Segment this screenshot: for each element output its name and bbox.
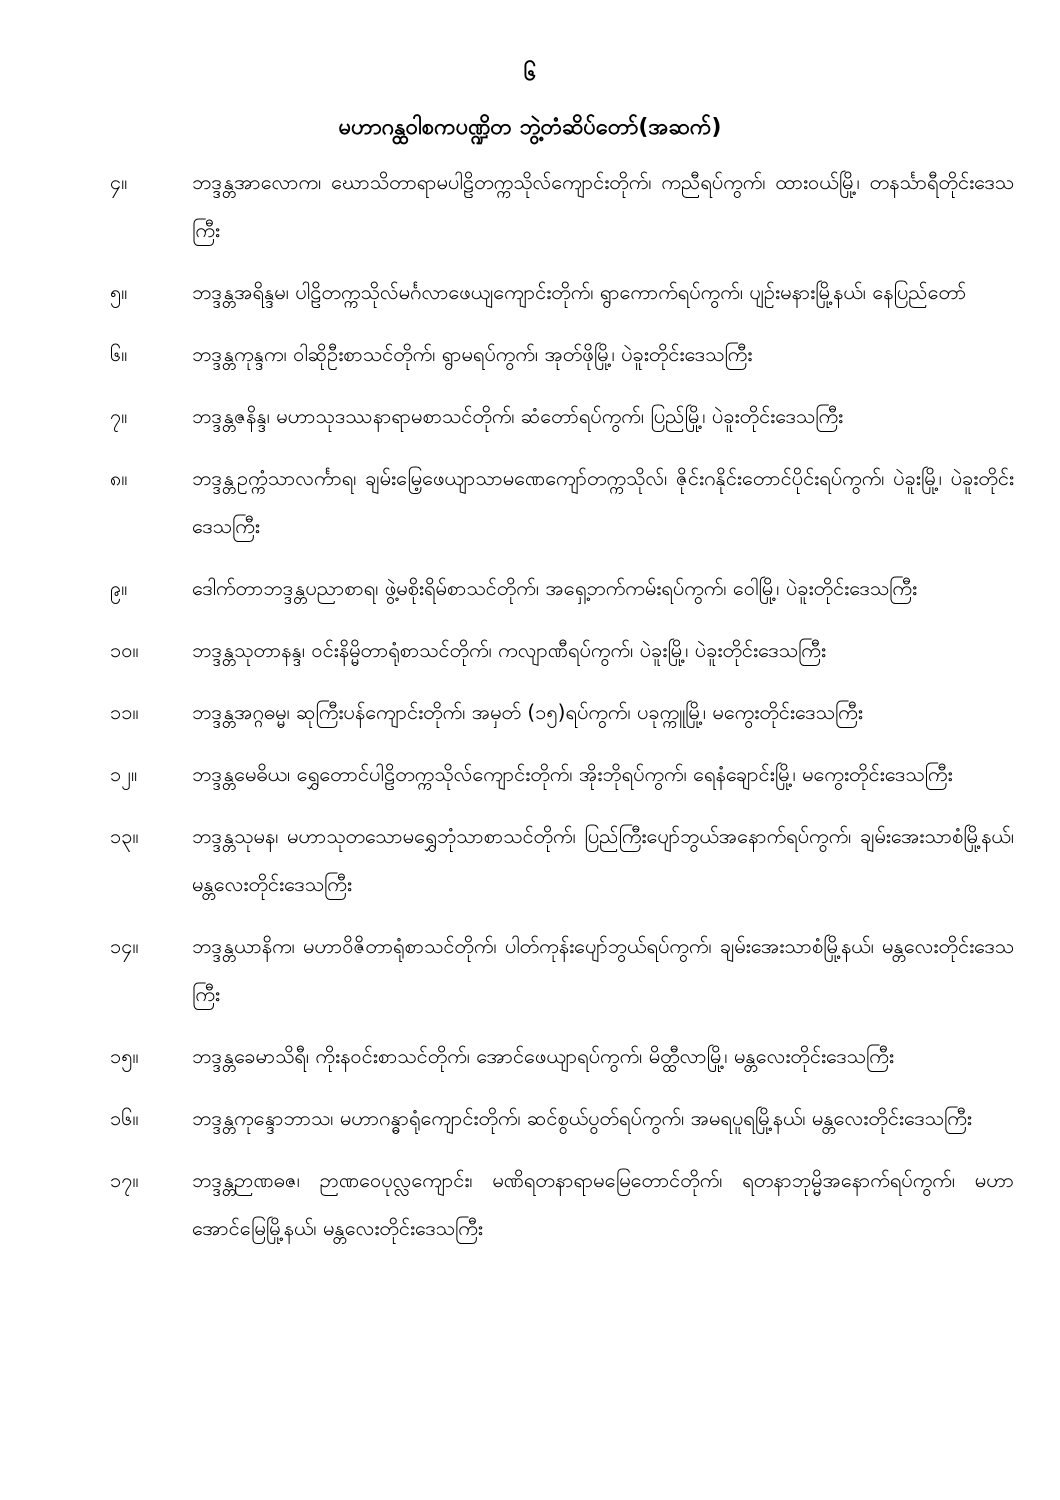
item-number: ၅။ bbox=[110, 280, 128, 304]
item-text: ဘဒ္ဒန္တသုတာနန္ဒ၊ ဝင်းနိမ္မိတာရုံစာသင်တိုက်၊ ကလျာဏီရပ်ကွက်၊ ပဲခူးမြို့၊ ပဲခူးတိုင်းဒေသကြီး bbox=[192, 638, 826, 662]
item-text: ဘဒ္ဒန္တအဂ္ဂဓမ္မ၊ ဆုကြီးပန်ကျောင်းတိုက်၊ အမှတ် (၁၅)ရပ်ကွက်၊ ပခုက္ကူမြို့၊ မကွေးတိုင်းဒေသကြီး bbox=[192, 700, 863, 724]
item-text: ဘဒ္ဒန္တဉာဏဓဇ၊ ဉာဏဝေပုလ္လကျောင်း၊ မဏိရတနာရာမမြေတောင်တိုက်၊ ရတနာဘုမ္မိအနောက်ရပ်ကွက်၊ မဟာအောင်မြေမြို့နယ်၊ မန္တလေးတိုင်းဒေသကြီး bbox=[192, 1168, 1014, 1240]
list-item bbox=[110, 1032, 1014, 1080]
item-text: ဘဒ္ဒန္တအာလောက၊ ဃောသိတာရာမပါဠိတက္ကသိုလ်ကျောင်းတိုက်၊ ကညီရပ်ကွက်၊ ထားဝယ်မြို့၊ တနင်္သာရီတိုင်းဒေသကြီး bbox=[192, 170, 1014, 242]
item-text: ဒေါက်တာဘဒ္ဒန္တပညာစာရ၊ ဖွဲ့မစိုးရိမ်စာသင်တိုက်၊ အရှေ့ဘက်ကမ်းရပ်ကွက်၊ ဝေါမြို့၊ ပဲခူးတိုင်းဒေသကြီး bbox=[192, 576, 918, 600]
item-number: ၁၄။ bbox=[110, 934, 139, 958]
list-item bbox=[110, 268, 1014, 316]
list-item bbox=[110, 626, 1014, 674]
page-number: ၆ bbox=[523, 61, 537, 86]
item-number: ၆။ bbox=[110, 342, 128, 366]
list-item bbox=[110, 158, 1014, 254]
item-text: ဘဒ္ဒန္တမေဓိယ၊ ရွှေတောင်ပါဠိတက္ကသိုလ်ကျောင်းတိုက်၊ အိုးဘိုရပ်ကွက်၊ ရေနံချောင်းမြို့၊ မကွေးတိုင်းဒေသကြီး bbox=[192, 762, 953, 786]
list-item bbox=[110, 812, 1014, 908]
list-item bbox=[110, 688, 1014, 736]
item-text: ဘဒ္ဒန္တခေမာသိရီ၊ ကိုးနဝင်းစာသင်တိုက်၊ အောင်ဖေယျာရပ်ကွက်၊ မိတ္ထီလာမြို့၊ မန္တလေးတိုင်းဒေသကြီး bbox=[192, 1044, 894, 1068]
item-number: ၁၃။ bbox=[110, 824, 139, 848]
item-number: ၈။ bbox=[110, 466, 128, 490]
item-number: ၁၂။ bbox=[110, 762, 138, 786]
item-number: ၁၁။ bbox=[110, 700, 139, 724]
item-number: ၁၅။ bbox=[110, 1044, 139, 1068]
item-text: ဘဒ္ဒန္တသုမန၊ မဟာသုတသောမရွှေဘုံသာစာသင်တိုက်၊ ပြည်ကြီးပျော်ဘွယ်အနောက်ရပ်ကွက်၊ ချမ်းအေးသာစံမြို့နယ်၊ မန္တလေးတိုင်းဒေသကြီး bbox=[192, 824, 1014, 896]
item-text: ဘဒ္ဒန္တဥက္ကံသာလင်္ကာရ၊ ချမ်းမြေ့ဖေယျာသာမဏေကျော်တက္ကသိုလ်၊ ဇိုင်းဂနိုင်းတောင်ပိုင်းရပ်ကွက်၊ ပဲခူးမြို့၊ ပဲခူးတိုင်းဒေသကြီး bbox=[192, 466, 1014, 538]
item-number: ၇။ bbox=[110, 404, 128, 428]
page-heading: မဟာဂန္ထဝါစကပဏ္ဍိတ ဘွဲ့တံဆိပ်တော်(အဆက်) bbox=[338, 115, 722, 140]
item-text: ဘဒ္ဒန္တအရိန္ဒမ၊ ပါဠိတက္ကသိုလ်မင်္ဂလာဖေယျကျောင်းတိုက်၊ ရွာကောက်ရပ်ကွက်၊ ပျဉ်းမနားမြို့နယ်၊ နေပြည်တော် bbox=[192, 280, 967, 304]
item-number: ၁၆။ bbox=[110, 1106, 139, 1130]
list-item bbox=[110, 330, 1014, 378]
list-item bbox=[110, 1156, 1014, 1252]
list-item bbox=[110, 392, 1014, 440]
item-number: ၁၀။ bbox=[110, 638, 139, 662]
item-number: ၄။ bbox=[110, 170, 128, 194]
item-number: ၁၇။ bbox=[110, 1168, 139, 1192]
item-text: ဘဒ္ဒန္တဇနိန္ဒ၊ မဟာသုဒဿနာရာမစာသင်တိုက်၊ ဆံတော်ရပ်ကွက်၊ ပြည်မြို့၊ ပဲခူးတိုင်းဒေသကြီး bbox=[192, 404, 844, 428]
item-text: ဘဒ္ဒန္တကုန္ဒက၊ ဝါဆိုဦးစာသင်တိုက်၊ ရွာမရပ်ကွက်၊ အုတ်ဖိုမြို့၊ ပဲခူးတိုင်းဒေသကြီး bbox=[192, 342, 753, 366]
list-item bbox=[110, 750, 1014, 798]
item-number: ၉။ bbox=[110, 576, 128, 600]
list-item bbox=[110, 454, 1014, 550]
awardee-list bbox=[110, 158, 1014, 1266]
list-item bbox=[110, 1094, 1014, 1142]
item-text: ဘဒ္ဒန္တယာနိက၊ မဟာဝိဇိတာရုံစာသင်တိုက်၊ ပါတ်ကုန်းပျော်ဘွယ်ရပ်ကွက်၊ ချမ်းအေးသာစံမြို့နယ်၊ မန္တလေးတိုင်းဒေသကြီး bbox=[192, 934, 1014, 1006]
list-item bbox=[110, 922, 1014, 1018]
list-item bbox=[110, 564, 1014, 612]
item-text: ဘဒ္ဒန္တကုန္ဒောဘာသ၊ မဟာဂန္ဓာရုံကျောင်းတိုက်၊ ဆင်စွယ်ပွတ်ရပ်ကွက်၊ အမရပူရမြို့နယ်၊ မန္တလေးတိုင်းဒေသကြီး bbox=[192, 1106, 972, 1130]
